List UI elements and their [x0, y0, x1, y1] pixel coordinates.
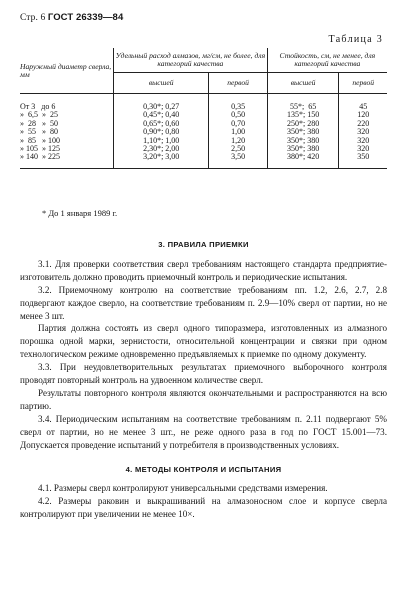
section-title-acceptance: 3. ПРАВИЛА ПРИЕМКИ — [158, 240, 249, 249]
paragraph: 4.1. Размеры сверл контролируют универсальными средствами измерения. — [38, 483, 328, 494]
page-label: Стр. 6 — [20, 13, 46, 23]
table-row — [20, 153, 387, 168]
table-caption: Таблица 3 — [328, 34, 383, 45]
header-durability: Стойкость, см, не менее, для категорий качества — [267, 48, 387, 73]
table-row — [20, 120, 387, 128]
cell-diameter: » 28 » 50 — [20, 118, 58, 128]
body-text — [20, 227, 387, 521]
cell-consumption-first: 3,50 — [209, 153, 267, 168]
table-row — [20, 94, 387, 112]
cell-durability-first: 320 — [339, 145, 387, 153]
cell-durability-highest: 380*; 420 — [267, 153, 339, 168]
paragraph: 3.3. При неудовлетворительных результатах приемочного выборочного контроля проводят повторный контроль на удвоенном количестве сверл. — [20, 362, 387, 386]
standard-number: ГОСТ 26339—84 — [47, 12, 124, 23]
section-title-test-methods: 4. МЕТОДЫ КОНТРОЛЯ И ИСПЫТАНИЯ — [125, 464, 282, 474]
cell-consumption-first: 1,20 — [209, 137, 267, 145]
subheader-highest-consumption: высшей — [114, 73, 209, 94]
header-diameter: Наружный диаметр сверла, мм — [20, 48, 114, 94]
cell-consumption-highest: 0,65*; 0,60 — [114, 120, 209, 128]
table-row — [20, 128, 387, 136]
cell-consumption-first: 2,50 — [209, 145, 267, 153]
table-row — [20, 145, 387, 153]
requirements-table — [20, 48, 387, 169]
cell-consumption-highest: 1,10*; 1,00 — [114, 137, 209, 145]
cell-durability-first: 320 — [339, 137, 387, 145]
paragraph: 3.1. Для проверки соответствия сверл требованиям настоящего стандарта предприятие-изготовитель должно проводить приемочный контроль и периодические испытания. — [20, 258, 387, 282]
cell-consumption-highest: 3,20*; 3,00 — [114, 153, 209, 168]
cell-durability-highest: 350*; 380 — [267, 137, 339, 145]
cell-durability-highest: 350*; 380 — [267, 145, 339, 153]
cell-consumption-highest: 0,45*; 0,40 — [114, 111, 209, 119]
paragraph: 4.2. Размеры раковин и выкрашиваний на алмазоносном слое и корпусе сверла контролируют при увеличении не менее 10×. — [20, 496, 387, 520]
cell-consumption-highest: 2,30*; 2,00 — [114, 145, 209, 153]
table-footnote: * До 1 января 1989 г. — [42, 208, 118, 218]
subheader-highest-durability: высшей — [267, 73, 339, 94]
cell-diameter: » 6,5 » 25 — [20, 110, 58, 120]
cell-diameter: » 55 » 80 — [20, 127, 58, 137]
cell-consumption-first: 0,35 — [209, 94, 267, 112]
paragraph: 3.4. Периодическим испытаниям на соответствие требованиям п. 2.11 подвергают 5% сверл от партии, но не менее 3 шт., не реже одного раза в год по ГОСТ 15.001—73. Допускается проведение испытаний у потребителя в производственных условиях. — [20, 413, 387, 450]
cell-durability-first: 45 — [339, 94, 387, 112]
cell-diameter: » 105 » 125 — [20, 143, 60, 153]
cell-consumption-highest: 0,90*; 0,80 — [114, 128, 209, 136]
cell-durability-highest: 250*; 280 — [267, 120, 339, 128]
cell-durability-highest: 135*; 150 — [267, 111, 339, 119]
header-diamond-consumption: Удельный расход алмазов, мг/см, не более, для категорий качества — [114, 48, 268, 73]
cell-durability-first: 320 — [339, 128, 387, 136]
cell-durability-first: 350 — [339, 153, 387, 168]
cell-durability-first: 120 — [339, 111, 387, 119]
table-row — [20, 111, 387, 119]
running-header — [20, 12, 123, 23]
paragraph: Партия должна состоять из сверл одного типоразмера, изготовленных из алмазного порошка одной марки, зернистости, относительной концентрации и связки при одном технологическом режиме одновременно предъявляемых к приемке по одному документу. — [20, 323, 387, 360]
cell-durability-highest: 350*; 380 — [267, 128, 339, 136]
table-row — [20, 137, 387, 145]
cell-diameter: » 85 » 100 — [20, 135, 60, 145]
cell-diameter: От 3 до 6 — [20, 102, 56, 111]
cell-consumption-first: 0,50 — [209, 111, 267, 119]
subheader-first-durability: первой — [339, 73, 387, 94]
cell-consumption-first: 1,00 — [209, 128, 267, 136]
cell-diameter: » 140 » 225 — [20, 153, 114, 168]
paragraph: 3.2. Приемочному контролю на соответствие требованиям пп. 1.2, 2.6, 2.7, 2.8 подвергают каждое сверло, на соответствие требованиям п. 2.9—10% сверл от партии, но не менее 3 шт. — [20, 284, 387, 321]
cell-consumption-highest: 0,30*; 0,27 — [114, 94, 209, 112]
cell-consumption-first: 0,70 — [209, 120, 267, 128]
cell-durability-highest: 55*; 65 — [267, 94, 339, 112]
cell-durability-first: 220 — [339, 120, 387, 128]
paragraph: Результаты повторного контроля являются окончательными и распространяются на всю партию. — [20, 387, 387, 411]
subheader-first-consumption: первой — [209, 73, 267, 94]
